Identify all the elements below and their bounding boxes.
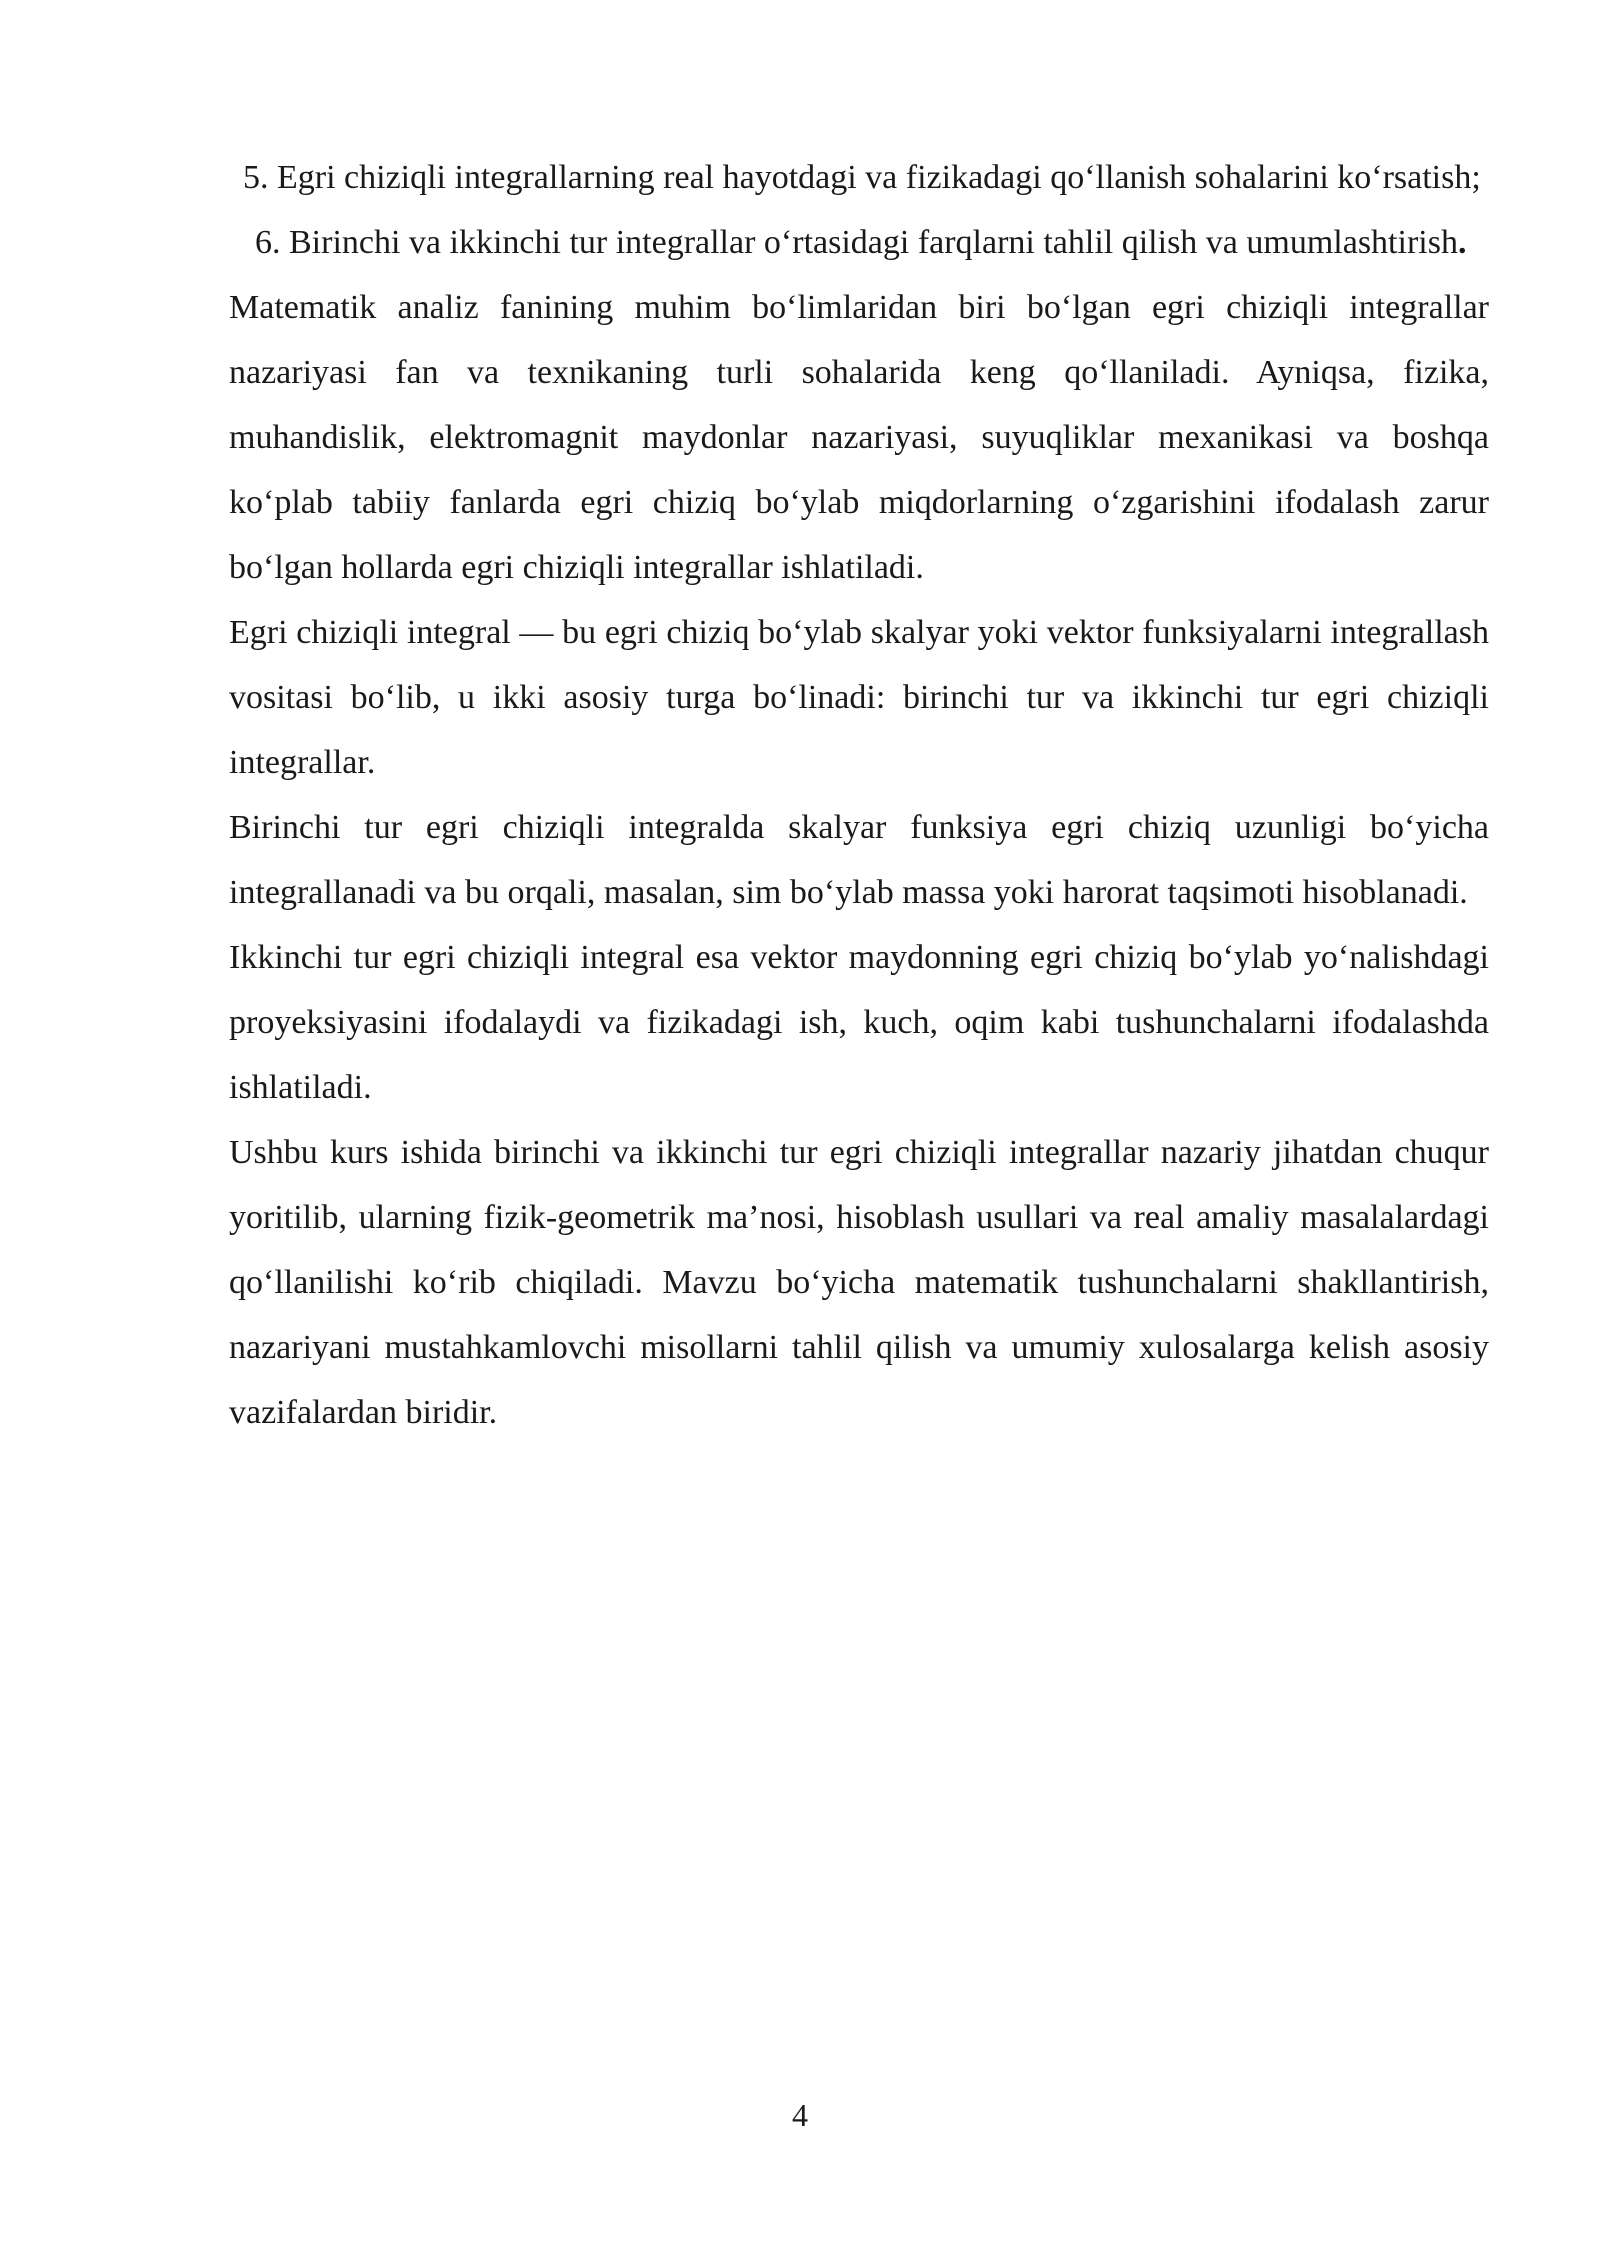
paragraph-intro: Matematik analiz fanining muhim bo‘limlaridan biri bo‘lgan egri chiziqli integrallar nazariyasi fan va texnikaning turli sohalarida keng qo‘llaniladi. Ayniqsa, fizika, muhandislik, elektromagnit maydonlar nazariyasi, suyuqliklar mexanikasi va boshqa ko‘plab tabiiy fanlarda egri chiziq bo‘ylab miqdorlarning o‘zgarishini ifodalash zarur bo‘lgan hollarda egri chiziqli integrallar ishlatiladi. — [229, 289, 1489, 586]
page-number: 4 — [792, 2097, 808, 2133]
list-item-6 — [229, 210, 1489, 275]
list-item-6-text: 6. Birinchi va ikkinchi tur integrallar o‘rtasidagi farqlarni tahlil qilish va umumlashtirish — [255, 224, 1458, 261]
paragraph-first-kind: Birinchi tur egri chiziqli integralda skalyar funksiya egri chiziq uzunligi bo‘yicha integrallanadi va bu orqali, masalan, sim bo‘ylab massa yoki harorat taqsimoti hisoblanadi. — [229, 809, 1489, 911]
document-body — [229, 145, 1489, 1445]
list-item-6-period: . — [1457, 224, 1467, 261]
paragraph-second-kind: Ikkinchi tur egri chiziqli integral esa vektor maydonning egri chiziq bo‘ylab yo‘nalishdagi proyeksiyasini ifodalaydi va fizikadagi ish, kuch, oqim kabi tushunchalarni ifodalashda ishlatiladi. — [229, 939, 1489, 1106]
paragraph-course-summary: Ushbu kurs ishida birinchi va ikkinchi tur egri chiziqli integrallar nazariy jihatdan chuqur yoritilib, ularning fizik-geometrik ma’nosi, hisoblash usullari va real amaliy masalalardagi qo‘llanilishi ko‘rib chiqiladi. Mavzu bo‘yicha matematik tushunchalarni shakllantirish, nazariyani mustahkamlovchi misollarni tahlil qilish va umumiy xulosalarga kelish asosiy vazifalardan biridir. — [229, 1134, 1489, 1431]
paragraph-definition: Egri chiziqli integral — bu egri chiziq bo‘ylab skalyar yoki vektor funksiyalarni integrallash vositasi bo‘lib, u ikki asosiy turga bo‘linadi: birinchi tur va ikkinchi tur egri chiziqli integrallar. — [229, 614, 1489, 781]
list-item-5: 5. Egri chiziqli integrallarning real hayotdagi va fizikadagi qo‘llanish sohalarini ko‘rsatish; — [243, 159, 1481, 196]
